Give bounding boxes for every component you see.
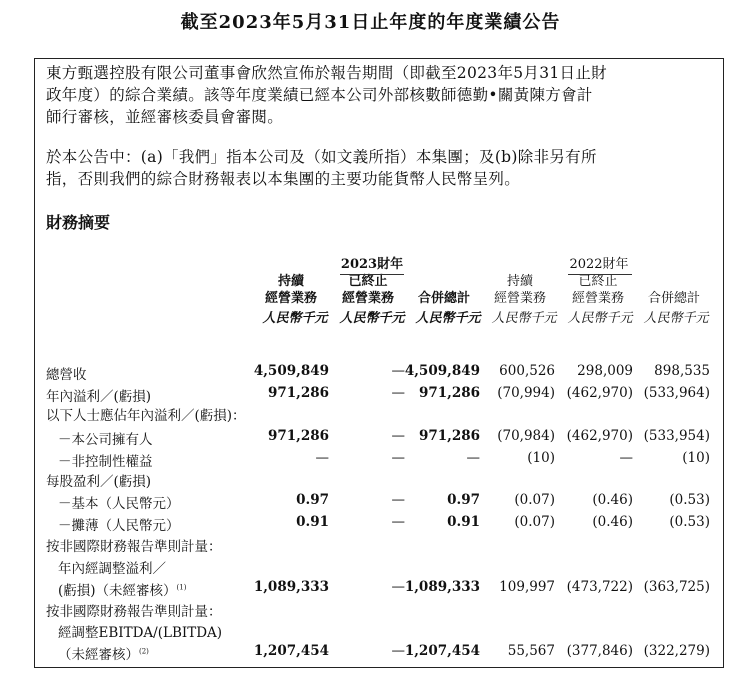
section-title: 財務摘要 (46, 213, 111, 232)
adjprofit-cont-2022: 109,997 (499, 579, 555, 595)
col5-header-line1: 已終止 (578, 274, 618, 289)
ebitda-disc-2023: — (391, 643, 405, 659)
page-title: 截至2023年5月31日止年度的年度業績公告 (180, 12, 561, 33)
row-label-ebitda: 經調整EBITDA/(LBITDA) (58, 625, 223, 641)
revenue-disc-2023: — (391, 363, 405, 379)
row-label-ebitda-2 (58, 643, 149, 663)
ebitda-cont-2023: 1,207,454 (253, 643, 329, 659)
ebitda-total-2023: 1,207,454 (404, 643, 480, 659)
col2-unit: 人民幣千元 (339, 311, 405, 326)
row-label-adjusted-profit: 年內經調整溢利／ (58, 561, 166, 577)
definition-line-2: 指，否則我們的綜合財務報表以本集團的主要功能貨幣人民幣呈列。 (46, 170, 521, 188)
revenue-cont-2022: 600,526 (499, 363, 555, 379)
revenue-cont-2023: 4,509,849 (253, 363, 329, 379)
col6-header-line2: 合併總計 (647, 291, 700, 306)
col1-header-line2: 經營業務 (264, 291, 317, 306)
basic-disc-2022: (0.46) (592, 492, 633, 508)
nci-cont-2022: (10) (527, 450, 555, 466)
row-label-basic: －基本（人民幣元） (58, 496, 180, 512)
col1-header-line1: 持續 (277, 274, 304, 289)
diluted-total-2022: (0.53) (669, 514, 710, 530)
row-label-eps: 每股盈利／(虧損) (46, 474, 152, 490)
profit-total-2023: 971,286 (418, 385, 480, 401)
owners-cont-2023: 971,286 (267, 428, 329, 444)
profit-disc-2022: (462,970) (566, 385, 633, 401)
intro-line-1: 東方甄選控股有限公司董事會欣然宣佈於報告期間（即截至2023年5月31日止財 (46, 64, 607, 82)
basic-total-2022: (0.53) (669, 492, 710, 508)
diluted-cont-2022: (0.07) (514, 514, 555, 530)
diluted-disc-2022: (0.46) (592, 514, 633, 530)
footnote-2: (2) (139, 647, 149, 656)
col2-header-line2: 經營業務 (341, 291, 394, 306)
owners-disc-2023: — (391, 428, 405, 444)
fy2023-header: 2023財年 (340, 257, 404, 272)
profit-cont-2023: 971,286 (267, 385, 329, 401)
diluted-disc-2023: — (391, 514, 405, 530)
row-label-diluted: －攤薄（人民幣元） (58, 518, 180, 534)
ebitda-total-2022: (322,279) (643, 643, 710, 659)
owners-cont-2022: (70,984) (497, 428, 555, 444)
row-label-nci: －非控制性權益 (58, 454, 153, 470)
row-label-attributable: 以下人士應佔年內溢利／(虧損)： (46, 408, 246, 424)
col3-header-line2: 合併總計 (417, 291, 470, 306)
basic-cont-2023: 0.97 (296, 492, 329, 508)
diluted-cont-2023: 0.91 (296, 514, 329, 530)
revenue-disc-2022: 298,009 (577, 363, 633, 379)
footnote-1: (1) (176, 583, 187, 592)
nci-disc-2023: — (391, 450, 405, 466)
row-label-profit: 年內溢利／(虧損) (46, 389, 152, 405)
adjusted-profit-label-text: (虧損)（未經審核） (58, 583, 177, 599)
revenue-total-2022: 898,535 (654, 363, 710, 379)
fy2022-header: 2022財年 (569, 257, 629, 272)
basic-cont-2022: (0.07) (514, 492, 555, 508)
col6-unit: 人民幣千元 (643, 311, 709, 326)
owners-disc-2022: (462,970) (566, 428, 633, 444)
row-label-adjusted-profit-2 (58, 579, 186, 599)
adjprofit-disc-2022: (473,722) (566, 579, 633, 595)
definition-line-1: 於本公告中：(a)「我們」指本公司及（如文義所指）本集團；及(b)除非另有所 (46, 148, 597, 166)
ebitda-cont-2022: 55,567 (507, 643, 555, 659)
col4-header-line2: 經營業務 (493, 291, 546, 306)
nci-cont-2023: — (315, 450, 329, 466)
basic-disc-2023: — (391, 492, 405, 508)
profit-cont-2022: (70,994) (497, 385, 555, 401)
diluted-total-2023: 0.91 (447, 514, 480, 530)
definition-paragraph (46, 146, 716, 190)
intro-paragraph (46, 62, 716, 128)
adjprofit-total-2022: (363,725) (643, 579, 710, 595)
basic-total-2023: 0.97 (447, 492, 480, 508)
profit-disc-2023: — (391, 385, 405, 401)
nci-disc-2022: — (619, 450, 633, 466)
ebitda-disc-2022: (377,846) (566, 643, 633, 659)
col3-unit: 人民幣千元 (415, 311, 481, 326)
nci-total-2022: (10) (682, 450, 710, 466)
fy2023-rule (340, 274, 404, 275)
row-label-owners: －本公司擁有人 (58, 432, 153, 448)
col5-header-line2: 經營業務 (571, 291, 624, 306)
intro-line-2: 政年度）的綜合業績。該等年度業績已經本公司外部核數師德勤•關黃陳方會計 (46, 86, 593, 104)
ebitda-label-text: （未經審核） (58, 647, 139, 663)
row-label-non-ifrs-2: 按非國際財務報告準則計量： (46, 604, 222, 620)
col2-header-line1: 已終止 (348, 274, 388, 289)
col5-unit: 人民幣千元 (567, 311, 633, 326)
adjprofit-disc-2023: — (391, 579, 405, 595)
fy2022-rule (568, 274, 632, 275)
col4-unit: 人民幣千元 (491, 311, 557, 326)
row-label-revenue: 總營收 (46, 367, 87, 383)
owners-total-2023: 971,286 (418, 428, 480, 444)
owners-total-2022: (533,954) (643, 428, 710, 444)
col1-unit: 人民幣千元 (262, 311, 328, 326)
adjprofit-total-2023: 1,089,333 (404, 579, 480, 595)
intro-line-3: 師行審核，並經審核委員會審閱。 (46, 108, 284, 126)
adjprofit-cont-2023: 1,089,333 (253, 579, 329, 595)
col4-header-line1: 持續 (506, 274, 533, 289)
revenue-total-2023: 4,509,849 (404, 363, 480, 379)
nci-total-2023: — (466, 450, 480, 466)
profit-total-2022: (533,964) (643, 385, 710, 401)
row-label-non-ifrs-1: 按非國際財務報告準則計量： (46, 539, 222, 555)
